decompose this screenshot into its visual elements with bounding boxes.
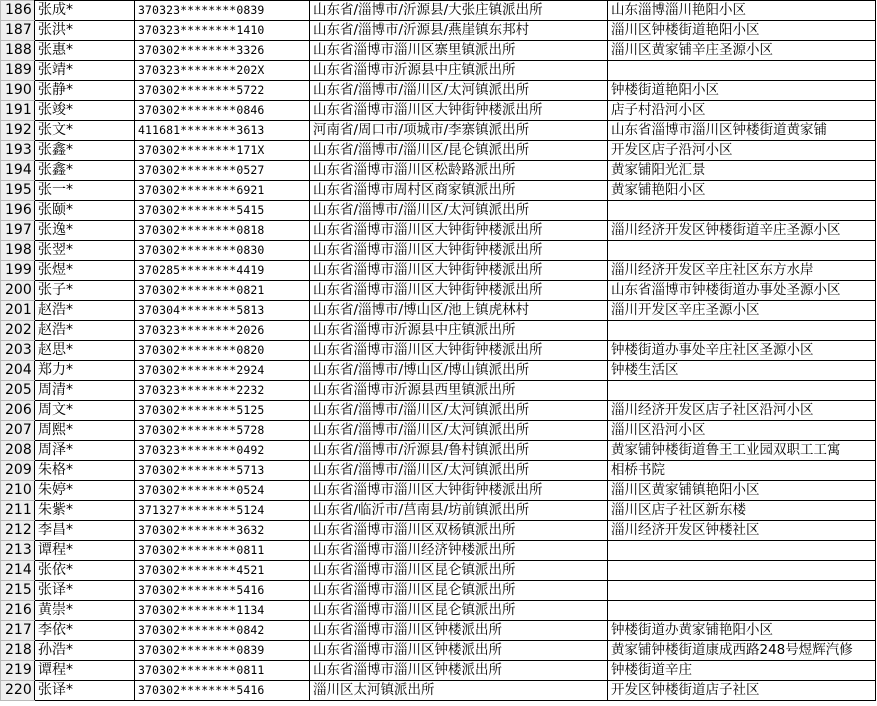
row-number-header[interactable]: 198 (1, 241, 35, 261)
name-cell[interactable]: 张鑫* (35, 161, 135, 181)
table-row (1, 641, 876, 661)
name-cell[interactable]: 张颐* (35, 201, 135, 221)
table-row (1, 161, 876, 181)
police-station-cell[interactable]: 山东省淄博市沂源县中庄镇派出所 (310, 321, 608, 341)
police-station-cell[interactable]: 淄川区太河镇派出所 (310, 681, 608, 701)
row-number-header[interactable]: 205 (1, 381, 35, 401)
table-row (1, 521, 876, 541)
address-cell[interactable]: 钟楼生活区 (608, 361, 876, 381)
name-cell[interactable]: 张惠* (35, 41, 135, 61)
table-row (1, 481, 876, 501)
table-row (1, 221, 876, 241)
address-cell[interactable]: 黄家铺阳光汇景 (608, 161, 876, 181)
address-cell[interactable]: 淄川区沿河小区 (608, 421, 876, 441)
table-row (1, 361, 876, 381)
id-number-cell[interactable]: 370323********202X (135, 61, 310, 81)
address-cell[interactable]: 钟楼街道辛庄 (608, 661, 876, 681)
address-cell[interactable]: 黄家铺钟楼街道康成西路248号煜辉汽修 (608, 641, 876, 661)
table-row (1, 21, 876, 41)
row-number-header[interactable]: 202 (1, 321, 35, 341)
address-cell[interactable]: 钟楼街道办事处辛庄社区圣源小区 (608, 341, 876, 361)
row-number-header[interactable]: 204 (1, 361, 35, 381)
police-station-cell[interactable]: 山东省/淄博市/博山区/池上镇虎林村 (310, 301, 608, 321)
address-cell[interactable]: 山东淄博淄川艳阳小区 (608, 1, 876, 21)
row-number-header[interactable]: 186 (1, 1, 35, 21)
row-number-header[interactable]: 199 (1, 261, 35, 281)
table-row (1, 281, 876, 301)
row-number-header[interactable]: 195 (1, 181, 35, 201)
table-row (1, 321, 876, 341)
police-station-cell[interactable]: 山东省淄博市淄川区大钟街钟楼派出所 (310, 241, 608, 261)
address-cell[interactable]: 淄川区黄家铺镇艳阳小区 (608, 481, 876, 501)
row-number-header[interactable]: 208 (1, 441, 35, 461)
name-cell[interactable]: 张洪* (35, 21, 135, 41)
id-number-cell[interactable]: 370302********1134 (135, 601, 310, 621)
id-number-cell[interactable]: 370302********4521 (135, 561, 310, 581)
police-station-cell[interactable]: 山东省淄博市淄川区大钟街钟楼派出所 (310, 221, 608, 241)
id-number-cell[interactable]: 370302********3632 (135, 521, 310, 541)
address-cell[interactable]: 钟楼街道办黄家铺艳阳小区 (608, 621, 876, 641)
table-row (1, 41, 876, 61)
name-cell[interactable]: 张静* (35, 81, 135, 101)
police-station-cell[interactable]: 山东省淄博市淄川区大钟街钟楼派出所 (310, 341, 608, 361)
police-station-cell[interactable]: 山东省淄博市淄川区昆仑镇派出所 (310, 601, 608, 621)
id-number-cell[interactable]: 370302********5416 (135, 581, 310, 601)
id-number-cell[interactable]: 371327********5124 (135, 501, 310, 521)
table-row (1, 101, 876, 121)
address-cell[interactable]: 黄家铺艳阳小区 (608, 181, 876, 201)
police-station-cell[interactable]: 山东省淄博市淄川区大钟街钟楼派出所 (310, 261, 608, 281)
table-row (1, 421, 876, 441)
table-row (1, 241, 876, 261)
id-number-cell[interactable]: 370302********0527 (135, 161, 310, 181)
table-row (1, 141, 876, 161)
table-row (1, 661, 876, 681)
id-number-cell[interactable]: 370302********0524 (135, 481, 310, 501)
name-cell[interactable]: 张靖* (35, 61, 135, 81)
row-number-header[interactable]: 188 (1, 41, 35, 61)
address-cell[interactable]: 淄川区钟楼街道艳阳小区 (608, 21, 876, 41)
row-number-header[interactable]: 189 (1, 61, 35, 81)
address-cell[interactable]: 黄家铺钟楼街道鲁王工业园双职工工寓 (608, 441, 876, 461)
address-cell[interactable] (608, 321, 876, 341)
name-cell[interactable]: 朱婷* (35, 481, 135, 501)
name-cell[interactable]: 张鑫* (35, 141, 135, 161)
name-cell[interactable]: 朱格* (35, 461, 135, 481)
id-number-cell[interactable]: 370302********5125 (135, 401, 310, 421)
row-number-header[interactable]: 211 (1, 501, 35, 521)
name-cell[interactable]: 张煜* (35, 261, 135, 281)
police-station-cell[interactable]: 山东省/淄博市/淄川区/太河镇派出所 (310, 401, 608, 421)
id-number-cell[interactable]: 370302********171X (135, 141, 310, 161)
row-number-header[interactable]: 220 (1, 681, 35, 701)
name-cell[interactable]: 张竣* (35, 101, 135, 121)
row-number-header[interactable]: 212 (1, 521, 35, 541)
table-row (1, 81, 876, 101)
name-cell[interactable]: 谭程* (35, 541, 135, 561)
address-cell[interactable]: 淄川经济开发区店子社区沿河小区 (608, 401, 876, 421)
police-station-cell[interactable]: 山东省/淄博市/淄川区/昆仑镇派出所 (310, 141, 608, 161)
id-number-cell[interactable]: 370323********0839 (135, 1, 310, 21)
police-station-cell[interactable]: 山东省淄博市淄川区大钟街钟楼派出所 (310, 281, 608, 301)
row-number-header[interactable]: 201 (1, 301, 35, 321)
id-number-cell[interactable]: 370323********2232 (135, 381, 310, 401)
address-cell[interactable] (608, 601, 876, 621)
name-cell[interactable]: 周泽* (35, 441, 135, 461)
police-station-cell[interactable]: 山东省淄博市淄川区昆仑镇派出所 (310, 561, 608, 581)
name-cell[interactable]: 张逸* (35, 221, 135, 241)
id-number-cell[interactable]: 370285********4419 (135, 261, 310, 281)
police-station-cell[interactable]: 山东省淄博市淄川区大钟街钟楼派出所 (310, 101, 608, 121)
address-cell[interactable] (608, 381, 876, 401)
police-station-cell[interactable]: 山东省淄博市淄川区寨里镇派出所 (310, 41, 608, 61)
police-station-cell[interactable]: 山东省淄博市淄川区大钟街钟楼派出所 (310, 481, 608, 501)
table-row (1, 601, 876, 621)
police-station-cell[interactable]: 山东省/淄博市/淄川区/太河镇派出所 (310, 421, 608, 441)
name-cell[interactable]: 周文* (35, 401, 135, 421)
police-station-cell[interactable]: 山东省淄博市淄川区双杨镇派出所 (310, 521, 608, 541)
id-number-cell[interactable]: 370302********5728 (135, 421, 310, 441)
table-row (1, 301, 876, 321)
id-number-cell[interactable]: 370302********2924 (135, 361, 310, 381)
table-row (1, 1, 876, 21)
police-station-cell[interactable]: 山东省/淄博市/淄川区/太河镇派出所 (310, 461, 608, 481)
address-cell[interactable]: 淄川区黄家铺辛庄圣源小区 (608, 41, 876, 61)
row-number-header[interactable]: 206 (1, 401, 35, 421)
police-station-cell[interactable]: 山东省/淄博市/博山区/博山镇派出所 (310, 361, 608, 381)
table-row (1, 61, 876, 81)
table-row (1, 261, 876, 281)
row-number-header[interactable]: 196 (1, 201, 35, 221)
name-cell[interactable]: 张一* (35, 181, 135, 201)
row-number-header[interactable]: 218 (1, 641, 35, 661)
spreadsheet-body (1, 1, 876, 701)
name-cell[interactable]: 谭程* (35, 661, 135, 681)
id-number-cell[interactable]: 370302********0820 (135, 341, 310, 361)
row-number-header[interactable]: 214 (1, 561, 35, 581)
id-number-cell[interactable]: 370323********1410 (135, 21, 310, 41)
table-row (1, 181, 876, 201)
row-number-header[interactable]: 215 (1, 581, 35, 601)
row-number-header[interactable]: 193 (1, 141, 35, 161)
name-cell[interactable]: 赵浩* (35, 321, 135, 341)
row-number-header[interactable]: 210 (1, 481, 35, 501)
address-cell[interactable] (608, 541, 876, 561)
row-number-header[interactable]: 187 (1, 21, 35, 41)
address-cell[interactable]: 淄川开发区辛庄圣源小区 (608, 301, 876, 321)
row-number-header[interactable]: 191 (1, 101, 35, 121)
address-cell[interactable]: 山东省淄博市淄川区钟楼街道黄家铺 (608, 121, 876, 141)
address-cell[interactable] (608, 241, 876, 261)
id-number-cell[interactable]: 370302********3326 (135, 41, 310, 61)
name-cell[interactable]: 张文* (35, 121, 135, 141)
row-number-header[interactable]: 197 (1, 221, 35, 241)
name-cell[interactable]: 孙浩* (35, 641, 135, 661)
id-number-cell[interactable]: 370323********0492 (135, 441, 310, 461)
row-number-header[interactable]: 213 (1, 541, 35, 561)
address-cell[interactable]: 店子村沿河小区 (608, 101, 876, 121)
address-cell[interactable] (608, 561, 876, 581)
police-station-cell[interactable]: 山东省/淄博市/沂源县/鲁村镇派出所 (310, 441, 608, 461)
police-station-cell[interactable]: 山东省/淄博市/沂源县/大张庄镇派出所 (310, 1, 608, 21)
address-cell[interactable]: 山东省淄博市钟楼街道办事处圣源小区 (608, 281, 876, 301)
name-cell[interactable]: 张译* (35, 681, 135, 701)
row-number-header[interactable]: 217 (1, 621, 35, 641)
row-number-header[interactable]: 200 (1, 281, 35, 301)
name-cell[interactable]: 黄崇* (35, 601, 135, 621)
id-number-cell[interactable]: 370304********5813 (135, 301, 310, 321)
row-number-header[interactable]: 219 (1, 661, 35, 681)
id-number-cell[interactable]: 370302********0811 (135, 541, 310, 561)
police-station-cell[interactable]: 山东省淄博市沂源县西里镇派出所 (310, 381, 608, 401)
address-cell[interactable]: 淄川经济开发区钟楼街道辛庄圣源小区 (608, 221, 876, 241)
table-row (1, 121, 876, 141)
police-station-cell[interactable]: 山东省淄博市周村区商家镇派出所 (310, 181, 608, 201)
address-cell[interactable] (608, 581, 876, 601)
name-cell[interactable]: 张依* (35, 561, 135, 581)
row-number-header[interactable]: 203 (1, 341, 35, 361)
table-row (1, 201, 876, 221)
address-cell[interactable]: 开发区店子沿河小区 (608, 141, 876, 161)
row-number-header[interactable]: 192 (1, 121, 35, 141)
name-cell[interactable]: 张翌* (35, 241, 135, 261)
name-cell[interactable]: 周清* (35, 381, 135, 401)
police-station-cell[interactable]: 山东省/淄博市/沂源县/燕崖镇东邦村 (310, 21, 608, 41)
id-number-cell[interactable]: 370302********6921 (135, 181, 310, 201)
table-row (1, 581, 876, 601)
id-number-cell[interactable]: 370302********0821 (135, 281, 310, 301)
table-row (1, 621, 876, 641)
police-station-cell[interactable]: 河南省/周口市/项城市/李寨镇派出所 (310, 121, 608, 141)
address-cell[interactable] (608, 201, 876, 221)
name-cell[interactable]: 赵浩* (35, 301, 135, 321)
table-row (1, 681, 876, 701)
address-cell[interactable]: 淄川区店子社区新东楼 (608, 501, 876, 521)
name-cell[interactable]: 朱紫* (35, 501, 135, 521)
name-cell[interactable]: 张译* (35, 581, 135, 601)
row-number-header[interactable]: 207 (1, 421, 35, 441)
table-row (1, 341, 876, 361)
name-cell[interactable]: 周熙* (35, 421, 135, 441)
row-number-header[interactable]: 194 (1, 161, 35, 181)
row-number-header[interactable]: 209 (1, 461, 35, 481)
name-cell[interactable]: 李依* (35, 621, 135, 641)
id-number-cell[interactable]: 411681********3613 (135, 121, 310, 141)
id-number-cell[interactable]: 370302********5722 (135, 81, 310, 101)
table-row (1, 441, 876, 461)
police-station-cell[interactable]: 山东省淄博市淄川区松龄路派出所 (310, 161, 608, 181)
id-number-cell[interactable]: 370302********0842 (135, 621, 310, 641)
table-row (1, 381, 876, 401)
address-cell[interactable]: 开发区钟楼街道店子社区 (608, 681, 876, 701)
address-cell[interactable]: 淄川经济开发区辛庄社区东方水岸 (608, 261, 876, 281)
row-number-header[interactable]: 216 (1, 601, 35, 621)
table-row (1, 501, 876, 521)
table-row (1, 401, 876, 421)
address-cell[interactable]: 淄川经济开发区钟楼社区 (608, 521, 876, 541)
name-cell[interactable]: 李昌* (35, 521, 135, 541)
id-number-cell[interactable]: 370302********0811 (135, 661, 310, 681)
id-number-cell[interactable]: 370302********0846 (135, 101, 310, 121)
police-station-cell[interactable]: 山东省淄博市淄川区钟楼派出所 (310, 621, 608, 641)
id-number-cell[interactable]: 370302********0818 (135, 221, 310, 241)
police-station-cell[interactable]: 山东省淄博市淄川经济钟楼派出所 (310, 541, 608, 561)
id-number-cell[interactable]: 370302********5713 (135, 461, 310, 481)
table-row (1, 561, 876, 581)
police-station-cell[interactable]: 山东省/淄博市/淄川区/太河镇派出所 (310, 201, 608, 221)
id-number-cell[interactable]: 370302********0839 (135, 641, 310, 661)
table-row (1, 461, 876, 481)
police-station-cell[interactable]: 山东省淄博市淄川区钟楼派出所 (310, 641, 608, 661)
police-station-cell[interactable]: 山东省淄博市沂源县中庄镇派出所 (310, 61, 608, 81)
name-cell[interactable]: 张子* (35, 281, 135, 301)
police-station-cell[interactable]: 山东省/临沂市/莒南县/坊前镇派出所 (310, 501, 608, 521)
address-cell[interactable]: 钟楼街道艳阳小区 (608, 81, 876, 101)
row-number-header[interactable]: 190 (1, 81, 35, 101)
police-station-cell[interactable]: 山东省/淄博市/淄川区/太河镇派出所 (310, 81, 608, 101)
address-cell[interactable]: 相桥书院 (608, 461, 876, 481)
address-cell[interactable] (608, 61, 876, 81)
name-cell[interactable]: 郑力* (35, 361, 135, 381)
id-number-cell[interactable]: 370302********5416 (135, 681, 310, 701)
name-cell[interactable]: 张成* (35, 1, 135, 21)
id-number-cell[interactable]: 370302********0830 (135, 241, 310, 261)
id-number-cell[interactable]: 370323********2026 (135, 321, 310, 341)
table-row (1, 541, 876, 561)
id-number-cell[interactable]: 370302********5415 (135, 201, 310, 221)
police-station-cell[interactable]: 山东省淄博市淄川区钟楼派出所 (310, 661, 608, 681)
name-cell[interactable]: 赵思* (35, 341, 135, 361)
police-station-cell[interactable]: 山东省淄博市淄川区昆仑镇派出所 (310, 581, 608, 601)
